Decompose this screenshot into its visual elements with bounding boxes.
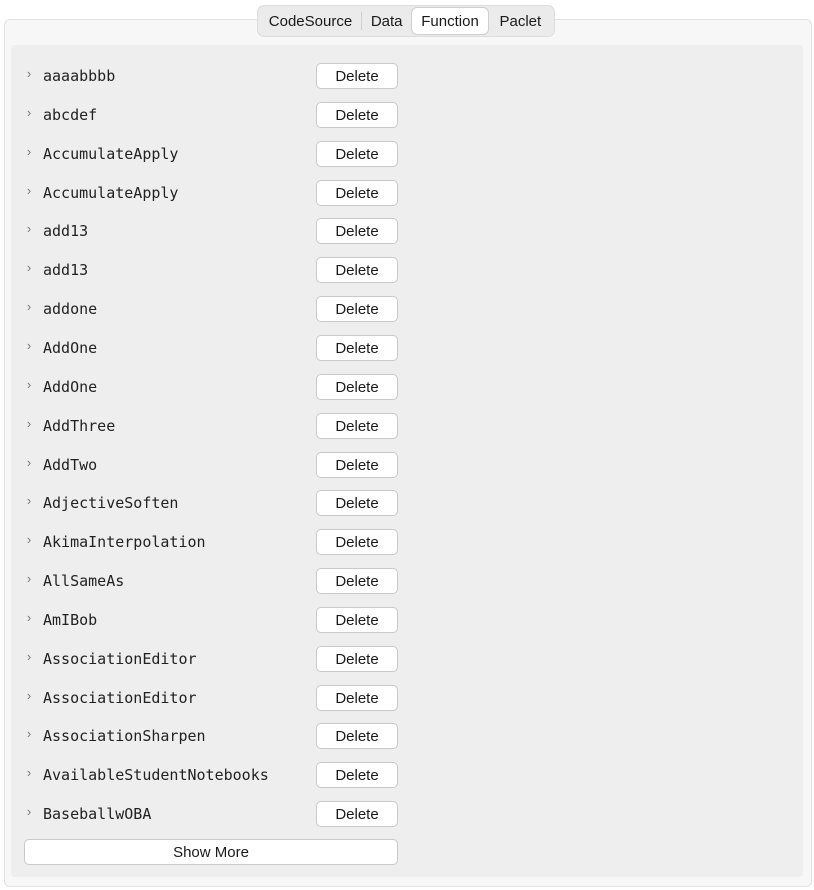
list-item bbox=[24, 685, 404, 713]
list-item bbox=[24, 63, 404, 91]
function-name[interactable]: AllSameAs bbox=[43, 572, 125, 590]
chevron-right-icon[interactable]: › bbox=[26, 804, 32, 819]
delete-button[interactable]: Delete bbox=[316, 63, 398, 89]
chevron-right-icon[interactable]: › bbox=[26, 260, 32, 275]
delete-button[interactable]: Delete bbox=[316, 180, 398, 206]
chevron-right-icon[interactable]: › bbox=[26, 144, 32, 159]
chevron-right-icon[interactable]: › bbox=[26, 183, 32, 198]
tab-paclet[interactable]: Paclet bbox=[499, 12, 542, 30]
chevron-right-icon[interactable]: › bbox=[26, 455, 32, 470]
function-name[interactable]: AddTwo bbox=[43, 456, 98, 474]
list-item bbox=[24, 374, 404, 402]
list-item bbox=[24, 646, 404, 674]
list-item bbox=[24, 452, 404, 480]
delete-button[interactable]: Delete bbox=[316, 490, 398, 516]
chevron-right-icon[interactable]: › bbox=[26, 649, 32, 664]
delete-button[interactable]: Delete bbox=[316, 723, 398, 749]
chevron-right-icon[interactable]: › bbox=[26, 493, 32, 508]
function-name[interactable]: AssociationSharpen bbox=[43, 727, 206, 745]
list-item bbox=[24, 529, 404, 557]
delete-button[interactable]: Delete bbox=[316, 607, 398, 633]
chevron-right-icon[interactable]: › bbox=[26, 416, 32, 431]
function-name[interactable]: AccumulateApply bbox=[43, 145, 179, 163]
list-item bbox=[24, 296, 404, 324]
delete-button[interactable]: Delete bbox=[316, 141, 398, 167]
function-name[interactable]: add13 bbox=[43, 261, 89, 279]
chevron-right-icon[interactable]: › bbox=[26, 571, 32, 586]
delete-button[interactable]: Delete bbox=[316, 218, 398, 244]
function-name[interactable]: aaaabbbb bbox=[43, 67, 116, 85]
delete-button[interactable]: Delete bbox=[316, 296, 398, 322]
function-name[interactable]: AddOne bbox=[43, 378, 98, 396]
list-item bbox=[24, 141, 404, 169]
function-name[interactable]: AccumulateApply bbox=[43, 184, 179, 202]
list-item bbox=[24, 335, 404, 363]
delete-button[interactable]: Delete bbox=[316, 413, 398, 439]
function-name[interactable]: addone bbox=[43, 300, 98, 318]
function-name[interactable]: AvailableStudentNotebooks bbox=[43, 766, 269, 784]
list-item bbox=[24, 762, 404, 790]
tab-data[interactable]: Data bbox=[370, 12, 403, 30]
list-item bbox=[24, 568, 404, 596]
chevron-right-icon[interactable]: › bbox=[26, 610, 32, 625]
chevron-right-icon[interactable]: › bbox=[26, 726, 32, 741]
function-name[interactable]: AmIBob bbox=[43, 611, 98, 629]
show-more-button[interactable]: Show More bbox=[24, 839, 398, 865]
delete-button[interactable]: Delete bbox=[316, 762, 398, 788]
list-item bbox=[24, 102, 404, 130]
function-name[interactable]: BaseballwOBA bbox=[43, 805, 152, 823]
list-item bbox=[24, 257, 404, 285]
function-name[interactable]: AssociationEditor bbox=[43, 650, 197, 668]
list-item bbox=[24, 413, 404, 441]
tab-bar bbox=[257, 5, 555, 37]
chevron-right-icon[interactable]: › bbox=[26, 299, 32, 314]
delete-button[interactable]: Delete bbox=[316, 374, 398, 400]
list-item bbox=[24, 607, 404, 635]
function-name[interactable]: add13 bbox=[43, 222, 89, 240]
delete-button[interactable]: Delete bbox=[316, 801, 398, 827]
delete-button[interactable]: Delete bbox=[316, 529, 398, 555]
chevron-right-icon[interactable]: › bbox=[26, 377, 32, 392]
chevron-right-icon[interactable]: › bbox=[26, 688, 32, 703]
chevron-right-icon[interactable]: › bbox=[26, 221, 32, 236]
chevron-right-icon[interactable]: › bbox=[26, 765, 32, 780]
function-name[interactable]: AkimaInterpolation bbox=[43, 533, 206, 551]
delete-button[interactable]: Delete bbox=[316, 568, 398, 594]
list-item bbox=[24, 218, 404, 246]
delete-button[interactable]: Delete bbox=[316, 646, 398, 672]
function-name[interactable]: AddOne bbox=[43, 339, 98, 357]
list-item bbox=[24, 490, 404, 518]
chevron-right-icon[interactable]: › bbox=[26, 66, 32, 81]
delete-button[interactable]: Delete bbox=[316, 452, 398, 478]
tab-function[interactable]: Function bbox=[411, 7, 488, 35]
list-item bbox=[24, 801, 404, 829]
delete-button[interactable]: Delete bbox=[316, 102, 398, 128]
delete-button[interactable]: Delete bbox=[316, 257, 398, 283]
chevron-right-icon[interactable]: › bbox=[26, 105, 32, 120]
tab-codesource[interactable]: CodeSource bbox=[268, 12, 353, 30]
delete-button[interactable]: Delete bbox=[316, 685, 398, 711]
function-name[interactable]: AssociationEditor bbox=[43, 689, 197, 707]
list-item bbox=[24, 180, 404, 208]
function-name[interactable]: AddThree bbox=[43, 417, 116, 435]
function-name[interactable]: AdjectiveSoften bbox=[43, 494, 179, 512]
function-name[interactable]: abcdef bbox=[43, 106, 98, 124]
delete-button[interactable]: Delete bbox=[316, 335, 398, 361]
chevron-right-icon[interactable]: › bbox=[26, 532, 32, 547]
chevron-right-icon[interactable]: › bbox=[26, 338, 32, 353]
list-item bbox=[24, 723, 404, 751]
